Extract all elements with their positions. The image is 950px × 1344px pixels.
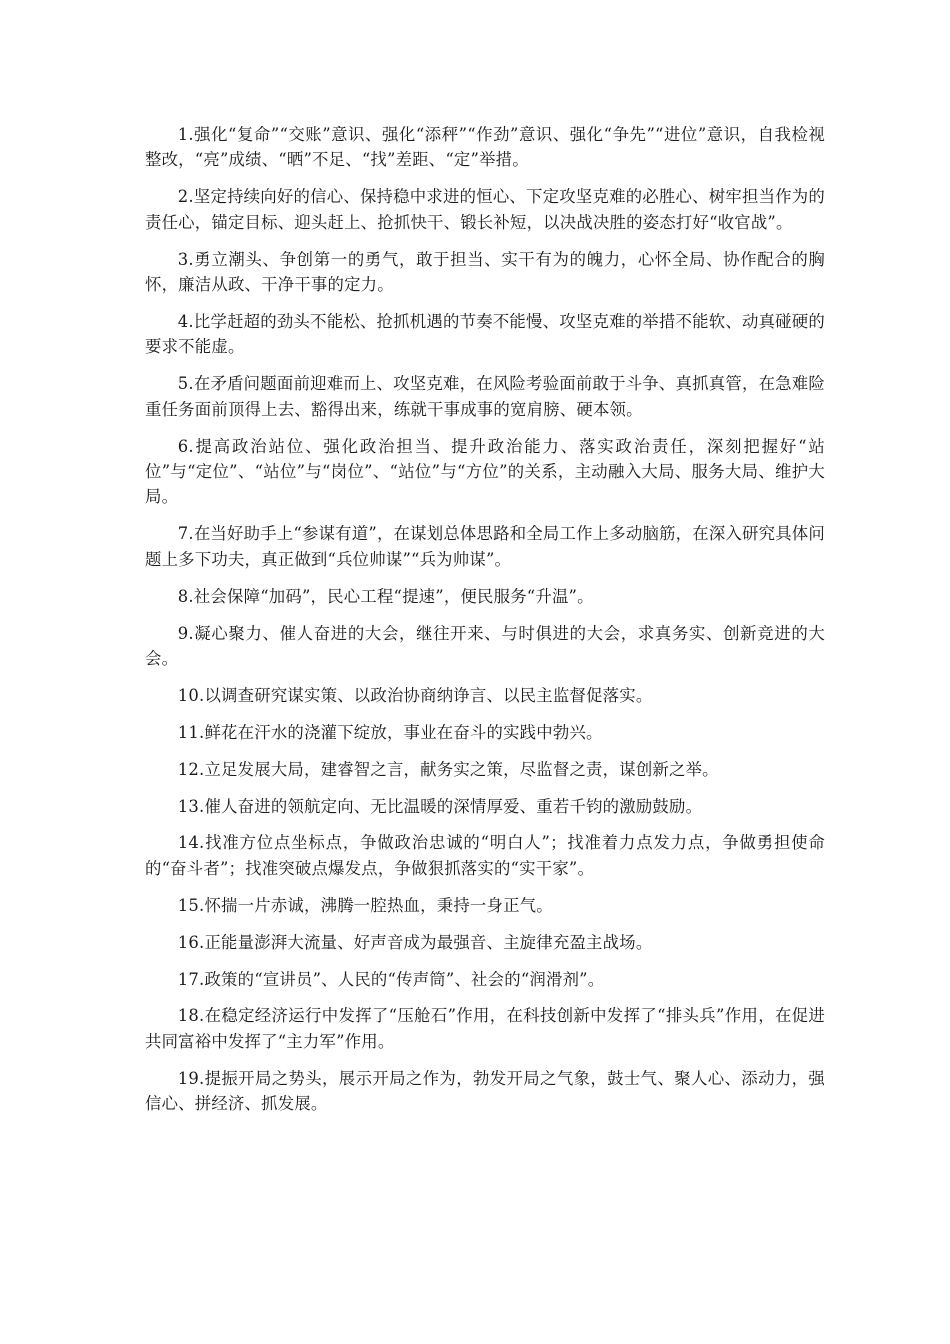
- paragraph-10: 10.以调查研究谋实策、以政治协商纳诤言、以民主监督促落实。: [177, 685, 653, 705]
- paragraph-12: 12.立足发展大局，建睿智之言，献务实之策，尽监督之责，谋创新之举。: [177, 759, 719, 779]
- paragraph-3: 3.勇立潮头、争创第一的勇气，敢于担当、实干有为的魄力，心怀全局、协作配合的胸怀，廉洁从政、干净干事的定力。: [145, 249, 825, 295]
- paragraph-4: 4.比学赶超的劲头不能松、抢抓机遇的节奏不能慢、攻坚克难的举措不能软、动真碰硬的要求不能虚。: [145, 311, 825, 357]
- paragraph-2: 2.坚定持续向好的信心、保持稳中求进的恒心、下定攻坚克难的必胜心、树牢担当作为的责任心，锚定目标、迎头赶上、抢抓快干、锻长补短，以决战决胜的姿态打好“收官战”。: [145, 187, 825, 232]
- paragraph-8: 8.社会保障“加码”，民心工程“提速”，便民服务“升温”。: [177, 586, 594, 606]
- paragraph-16: 16.正能量澎湃大流量、好声音成为最强音、主旋律充盈主战场。: [177, 932, 653, 952]
- paragraph-19: 19.提振开局之势头，展示开局之作为，勃发开局之气象，鼓士气、聚人心、添动力，强信心、拼经济、抓发展。: [145, 1068, 825, 1114]
- paragraph-5: 5.在矛盾问题面前迎难而上、攻坚克难，在风险考验面前敢于斗争、真抓真管，在急难险重任务面前顶得上去、豁得出来，练就干事成事的宽肩膀、硬本领。: [145, 374, 825, 419]
- paragraph-7: 7.在当好助手上“参谋有道”，在谋划总体思路和全局工作上多动脑筋，在深入研究具体问题上多下功夫，真正做到“兵位帅谋”“兵为帅谋”。: [145, 524, 825, 569]
- paragraph-6: 6.提高政治站位、强化政治担当、提升政治能力、落实政治责任，深刻把握好“站位”与“定位”、“站位”与“岗位”、“站位”与“方位”的关系，主动融入大局、服务大局、维护大局。: [145, 436, 825, 507]
- paragraph-1: 1.强化“复命”“交账”意识、强化“添秤”“作劲”意识、强化“争先”“进位”意识，自我检视整改，“亮”成绩、“晒”不足、“找”差距、“定”举措。: [145, 125, 825, 170]
- paragraph-11: 11.鲜花在汗水的浇灌下绽放，事业在奋斗的实践中勃兴。: [177, 722, 603, 742]
- paragraph-15: 15.怀揣一片赤诚，沸腾一腔热血，秉持一身正气。: [177, 895, 553, 915]
- paragraph-18: 18.在稳定经济运行中发挥了“压舱石”作用，在科技创新中发挥了“排头兵”作用，在促进共同富裕中发挥了“主力军”作用。: [145, 1006, 825, 1051]
- paragraph-17: 17.政策的“宣讲员”、人民的“传声筒”、社会的“润滑剂”。: [177, 969, 605, 989]
- paragraph-9: 9.凝心聚力、催人奋进的大会，继往开来、与时俱进的大会，求真务实、创新竞进的大会。: [145, 623, 825, 668]
- paragraph-14: 14.找准方位点坐标点，争做政治忠诚的“明白人”；找准着力点发力点，争做勇担使命的“奋斗者”；找准突破点爆发点，争做狠抓落实的“实干家”。: [145, 833, 825, 878]
- document-page: [145, 122, 825, 1128]
- paragraph-13: 13.催人奋进的领航定向、无比温暖的深情厚爱、重若千钧的激励鼓励。: [177, 796, 703, 816]
